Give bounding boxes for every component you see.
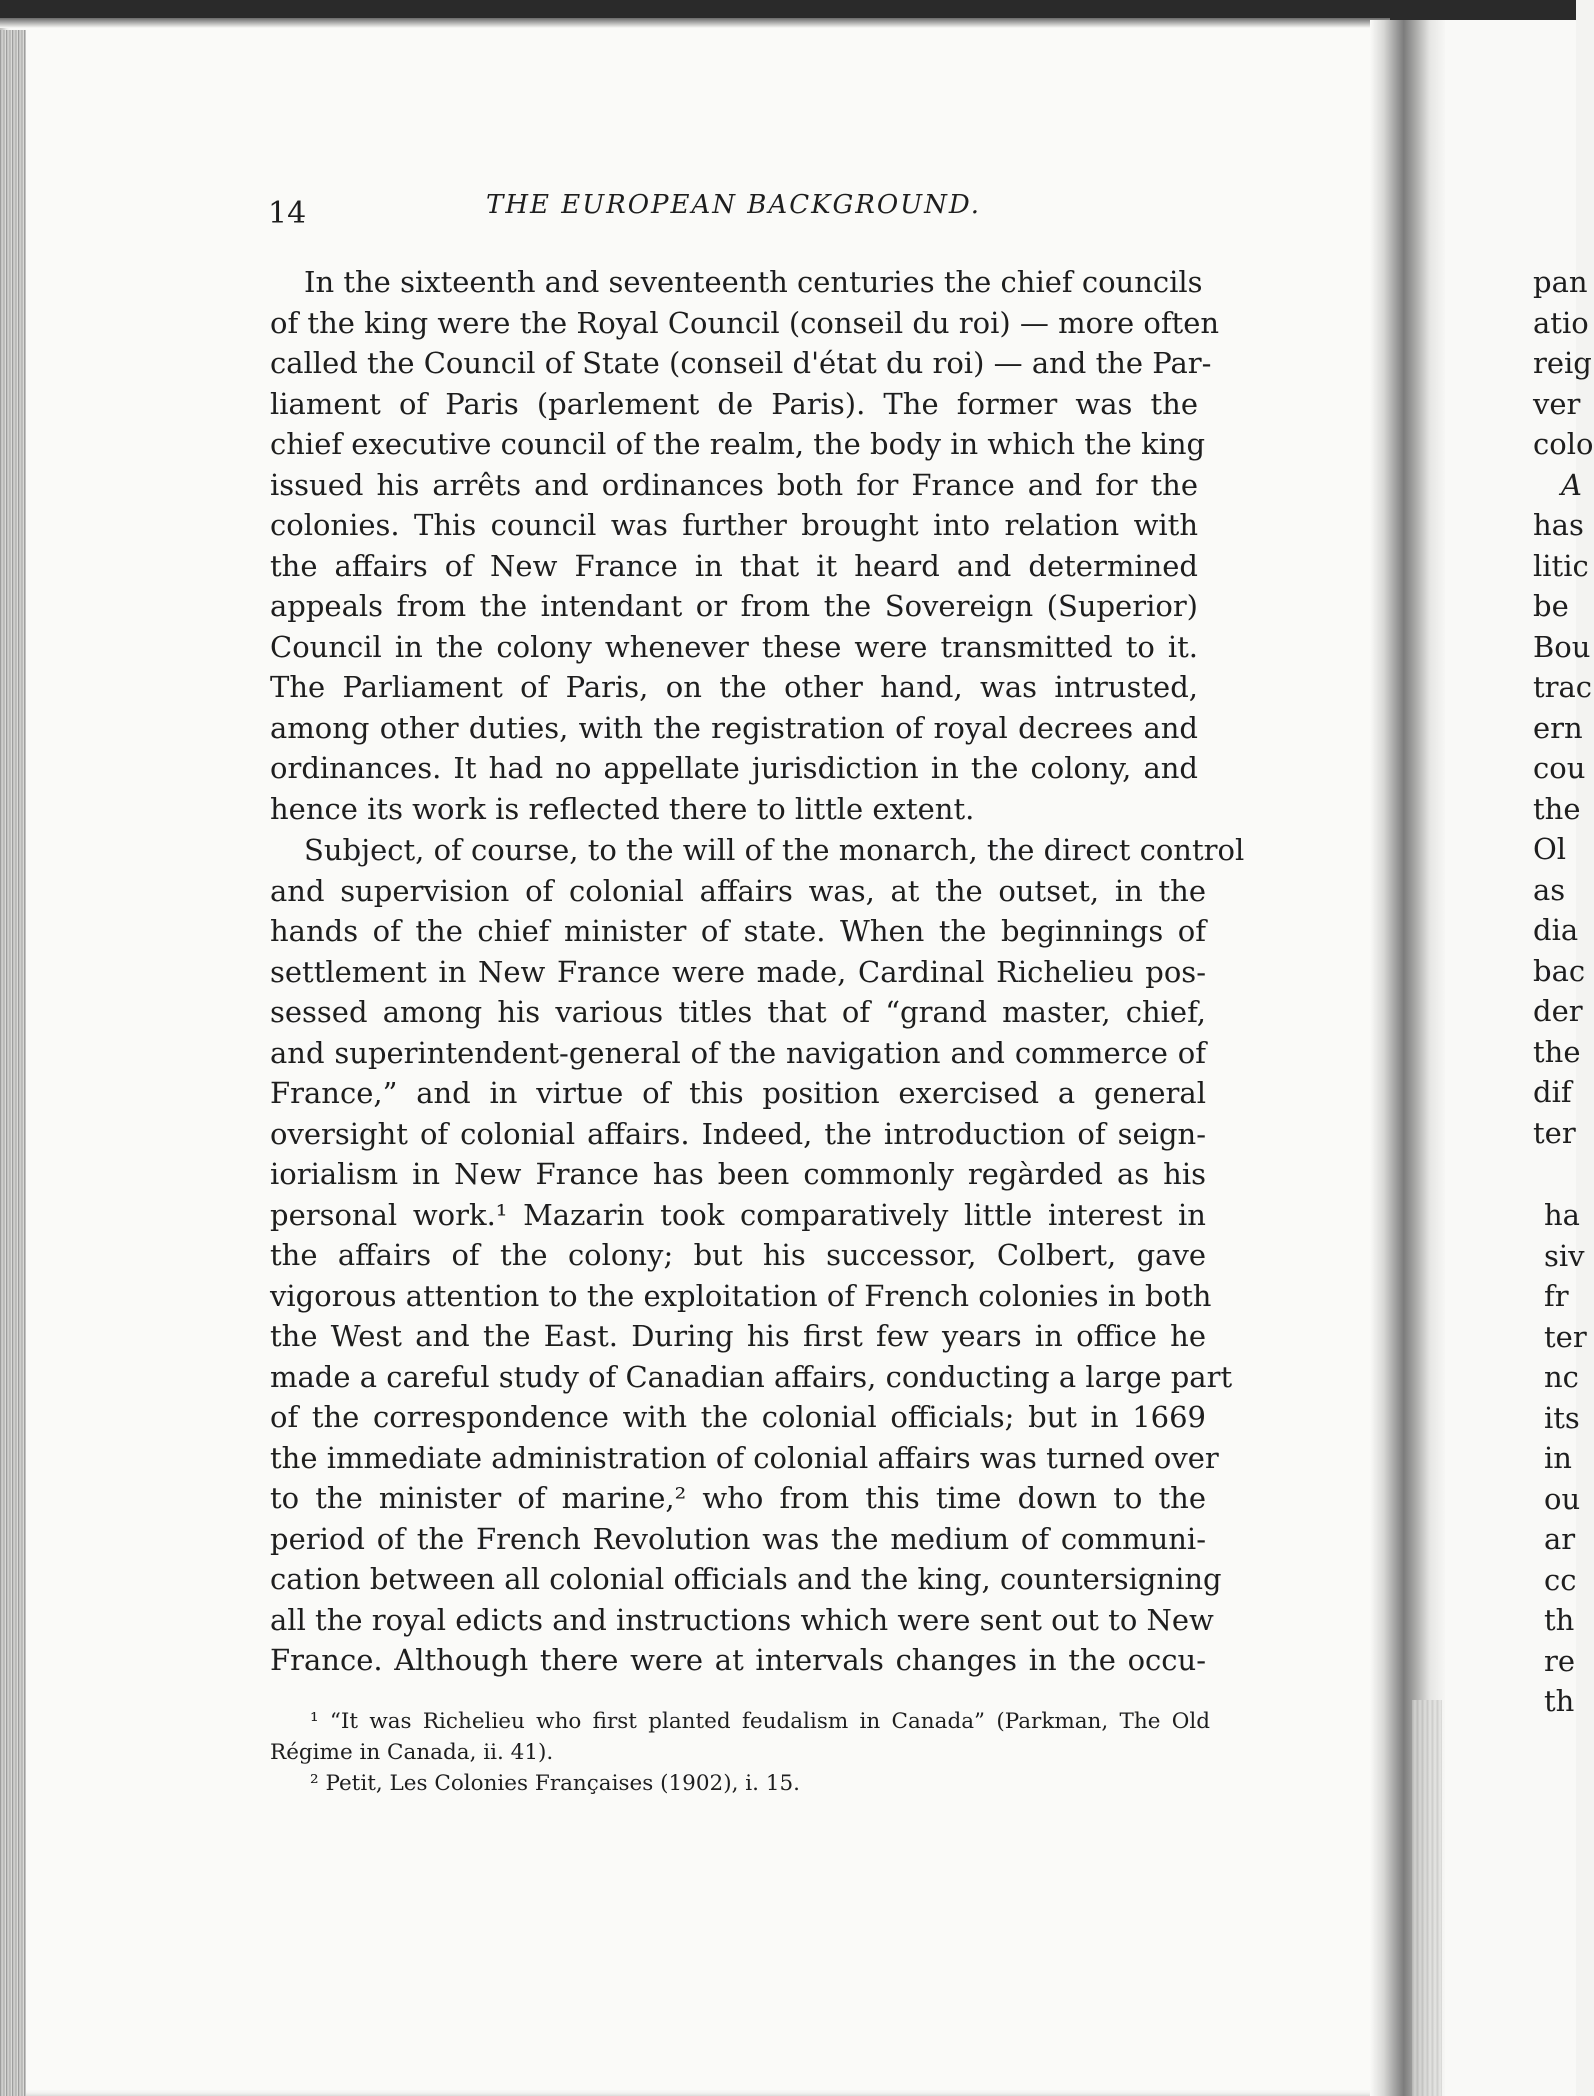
right-fragment: nc [1544,1360,1579,1394]
right-fragment: ha [1544,1198,1580,1232]
right-fragment: ter [1533,1115,1576,1150]
running-head: THE EUROPEAN BACKGROUND. [486,190,982,220]
right-fragment: th [1544,1603,1575,1637]
text-line: The Parliament of Paris, on the other hand, was intrusted, [270,670,1198,704]
right-page-column-2 [1544,1195,1594,1722]
text-line: of the correspondence with the colonial officials; but in 1669 [270,1400,1206,1434]
text-line: period of the French Revolution was the medium of communi- [270,1521,1206,1556]
text-line: iorialism in New France has been commonly regàrded as his [270,1157,1206,1191]
right-fragment: litic [1533,548,1589,583]
right-page-column-1 [1533,262,1594,1153]
text-line: personal work.¹ Mazarin took comparatively little interest in [270,1197,1206,1232]
text-line: the immediate administration of colonial affairs was turned over [270,1440,1219,1475]
right-fragment: cou [1533,751,1586,785]
right-fragment: ar [1544,1522,1576,1556]
right-fragment: ter [1544,1319,1587,1354]
right-fragment: dia [1533,913,1579,947]
right-fragment: cc [1544,1562,1577,1597]
footnotes [270,1706,1210,1799]
right-fragment: pan [1533,265,1588,299]
right-fragment: A [1561,467,1582,502]
right-fragment: fr [1544,1279,1569,1313]
right-fragment: ou [1544,1481,1581,1516]
text-line: the West and the East. During his first few years in office he [270,1319,1206,1353]
text-line: Council in the colony whenever these were transmitted to it. [270,629,1198,664]
right-fragment: re [1544,1643,1576,1678]
right-fragment: its [1544,1400,1580,1435]
right-fragment: siv [1544,1238,1585,1273]
text-line: chief executive council of the realm, the body in which the king [270,427,1206,461]
right-fragment: dif [1533,1075,1572,1109]
right-fragment: Ol [1533,832,1567,866]
text-line: the affairs of New France in that it heard and determined [270,548,1198,583]
right-fragment: colo [1533,427,1594,461]
text-line: the affairs of the colony; but his successor, Colbert, gave [270,1238,1206,1272]
right-fragment: in [1544,1441,1572,1475]
text-line: and superintendent-general of the navigation and commerce of [270,1035,1206,1070]
text-line: oversight of colonial affairs. Indeed, the introduction of seign- [270,1116,1206,1151]
text-line: all the royal edicts and instructions which were sent out to New [270,1602,1214,1637]
paragraph-2 [270,830,1245,1681]
right-fragment: ern [1533,710,1583,745]
page-stack-edge [0,30,26,2096]
footnote-1-line: Régime in Canada, ii. 41). [270,1740,554,1765]
text-line: cation between all colonial officials and the king, countersigning [270,1562,1222,1596]
text-line: sessed among his various titles that of “grand master, chief, [270,995,1206,1029]
text-line: hence its work is reflected there to little extent. [270,791,975,826]
footnote-1-line: ¹ “It was Richelieu who first planted feudalism in Canada” (Parkman, The Old [310,1709,1210,1734]
right-fragment: atio [1533,305,1589,340]
text-line: France,” and in virtue of this position exercised a general [270,1076,1206,1110]
right-fragment: has [1533,508,1584,542]
text-line: ordinances. It had no appellate jurisdiction in the colony, and [270,751,1198,785]
right-page-stack [1412,1700,1442,2096]
text-line: Subject, of course, to the will of the monarch, the direct control [304,833,1245,867]
paragraph-1 [270,262,1220,829]
right-fragment: the [1533,1034,1581,1069]
text-line: settlement in New France were made, Cardinal Richelieu pos- [270,954,1206,989]
right-fragment: reig [1533,346,1592,380]
text-line: hands of the chief minister of state. When the beginnings of [270,914,1206,948]
right-fragment: bac [1533,953,1586,988]
text-line: appeals from the intendant or from the Sovereign (Superior) [270,589,1198,623]
right-fragment: be [1533,589,1569,623]
text-line: In the sixteenth and seventeenth centuries the chief councils [304,265,1203,299]
right-fragment: trac [1533,670,1593,704]
text-line: made a careful study of Canadian affairs, conducting a large part [270,1359,1233,1394]
text-line: called the Council of State (conseil d'état du roi) — and the Par- [270,346,1212,380]
text-line: issued his arrêts and ordinances both for France and for the [270,467,1198,502]
text-line: liament of Paris (parlement de Paris). The former was the [270,386,1198,421]
right-fragment: der [1533,994,1583,1028]
text-line: among other duties, with the registration of royal decrees and [270,710,1198,745]
right-fragment: ver [1533,386,1581,421]
text-line: to the minister of marine,² who from this time down to the [270,1481,1206,1515]
page-number: 14 [268,196,307,231]
text-line: and supervision of colonial affairs was, at the outset, in the [270,873,1206,908]
text-line: of the king were the Royal Council (conseil du roi) — more often [270,305,1220,340]
right-fragment: Bou [1533,629,1591,664]
right-fragment: the [1533,791,1581,826]
right-fragment: as [1533,872,1566,907]
scan-top-shadow [0,18,1390,28]
footnote-2: ² Petit, Les Colonies Françaises (1902), i. 15. [310,1771,801,1796]
right-fragment: th [1544,1684,1575,1718]
text-line: vigorous attention to the exploitation of French colonies in both [270,1278,1212,1313]
text-line: colonies. This council was further brought into relation with [270,508,1198,542]
text-line: France. Although there were at intervals changes in the occu- [270,1643,1206,1677]
